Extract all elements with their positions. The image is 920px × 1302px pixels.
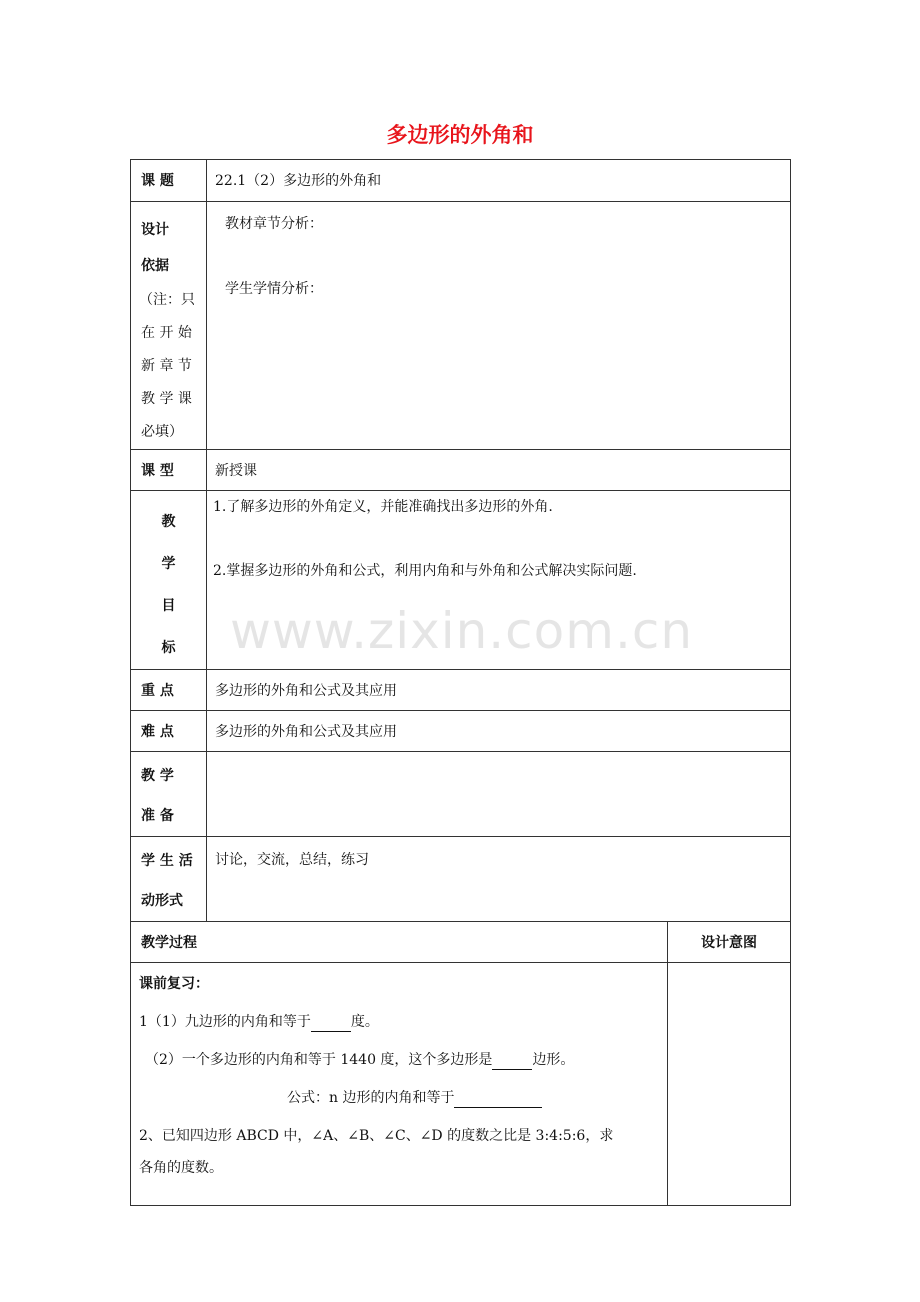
question-1b-suffix: 边形。 bbox=[532, 1052, 575, 1068]
lesson-plan-table bbox=[130, 159, 791, 1206]
formula-line bbox=[139, 1088, 667, 1108]
row-difficult-point bbox=[131, 711, 791, 752]
label-preparation-line1: 教 学 bbox=[141, 768, 174, 784]
value-topic: 22.1（2）多边形的外角和 bbox=[207, 160, 791, 202]
answer-blank bbox=[492, 1053, 532, 1070]
header-design-intent: 设计意图 bbox=[668, 922, 791, 963]
note-line: 教 学 课 bbox=[141, 391, 192, 407]
label-difficult-point: 难 点 bbox=[131, 711, 207, 752]
row-process-content bbox=[131, 963, 791, 1206]
label-goals bbox=[131, 491, 207, 670]
label-preparation bbox=[131, 752, 207, 837]
goal-1: 1.了解多边形的外角定义，并能准确找出多边形的外角. bbox=[213, 499, 553, 515]
row-type bbox=[131, 450, 791, 491]
formula-blank bbox=[454, 1091, 542, 1108]
row-key-point bbox=[131, 670, 791, 711]
note-line: 新 章 节 bbox=[141, 358, 192, 374]
row-activity bbox=[131, 837, 791, 922]
label-goals-char: 目 bbox=[161, 598, 176, 614]
question-1a-suffix: 度。 bbox=[350, 1014, 379, 1030]
header-process: 教学过程 bbox=[131, 922, 668, 963]
label-preparation-line2: 准 备 bbox=[141, 808, 174, 824]
question-1a bbox=[139, 1012, 667, 1032]
row-goals bbox=[131, 491, 791, 670]
question-2-line2: 各角的度数。 bbox=[139, 1160, 223, 1176]
label-basis-line2: 依据 bbox=[141, 258, 169, 274]
note-line: 必填） bbox=[141, 424, 183, 440]
label-goals-char: 学 bbox=[161, 556, 176, 572]
question-1b-text: （2）一个多边形的内角和等于 1440 度，这个多边形是 bbox=[145, 1052, 493, 1068]
row-basis bbox=[131, 202, 791, 450]
goal-2: 2.掌握多边形的外角和公式，利用内角和与外角和公式解决实际问题. bbox=[213, 563, 637, 579]
value-type: 新授课 bbox=[207, 450, 791, 491]
row-topic bbox=[131, 160, 791, 202]
review-title: 课前复习： bbox=[139, 976, 209, 992]
answer-blank bbox=[311, 1015, 351, 1032]
process-content bbox=[131, 963, 668, 1206]
value-preparation bbox=[207, 752, 791, 837]
label-basis-line1: 设计 bbox=[141, 222, 169, 238]
value-basis bbox=[207, 202, 791, 450]
label-basis bbox=[131, 202, 207, 450]
design-intent-content bbox=[668, 963, 791, 1206]
label-activity-line2: 动形式 bbox=[141, 893, 183, 909]
value-activity: 讨论，交流，总结，练习 bbox=[207, 837, 791, 922]
question-1b bbox=[139, 1050, 667, 1070]
row-process-header bbox=[131, 922, 791, 963]
label-goals-char: 教 bbox=[161, 514, 176, 530]
value-difficult-point: 多边形的外角和公式及其应用 bbox=[207, 711, 791, 752]
basis-student-analysis: 学生学情分析： bbox=[225, 281, 323, 297]
label-activity bbox=[131, 837, 207, 922]
watermark-text: www.zixin.com.cn bbox=[230, 602, 694, 660]
basis-textbook-analysis: 教材章节分析： bbox=[225, 216, 323, 232]
question-1a-text: 1（1）九边形的内角和等于 bbox=[139, 1014, 311, 1030]
label-key-point: 重 点 bbox=[131, 670, 207, 711]
label-type: 课 型 bbox=[131, 450, 207, 491]
value-goals bbox=[207, 491, 791, 670]
label-goals-char: 标 bbox=[161, 640, 176, 656]
note-line: 在 开 始 bbox=[141, 325, 192, 341]
document-title: 多边形的外角和 bbox=[386, 123, 534, 147]
label-activity-line1: 学 生 活 bbox=[141, 853, 193, 869]
label-topic: 课 题 bbox=[131, 160, 207, 202]
note-line: （注：只 bbox=[139, 292, 195, 308]
question-2-line1: 2、已知四边形 ABCD 中，∠A、∠B、∠C、∠D 的度数之比是 3:4:5:6，求 bbox=[139, 1128, 614, 1144]
value-key-point: 多边形的外角和公式及其应用 bbox=[207, 670, 791, 711]
row-preparation bbox=[131, 752, 791, 837]
formula-text: 公式：n 边形的内角和等于 bbox=[287, 1090, 455, 1106]
